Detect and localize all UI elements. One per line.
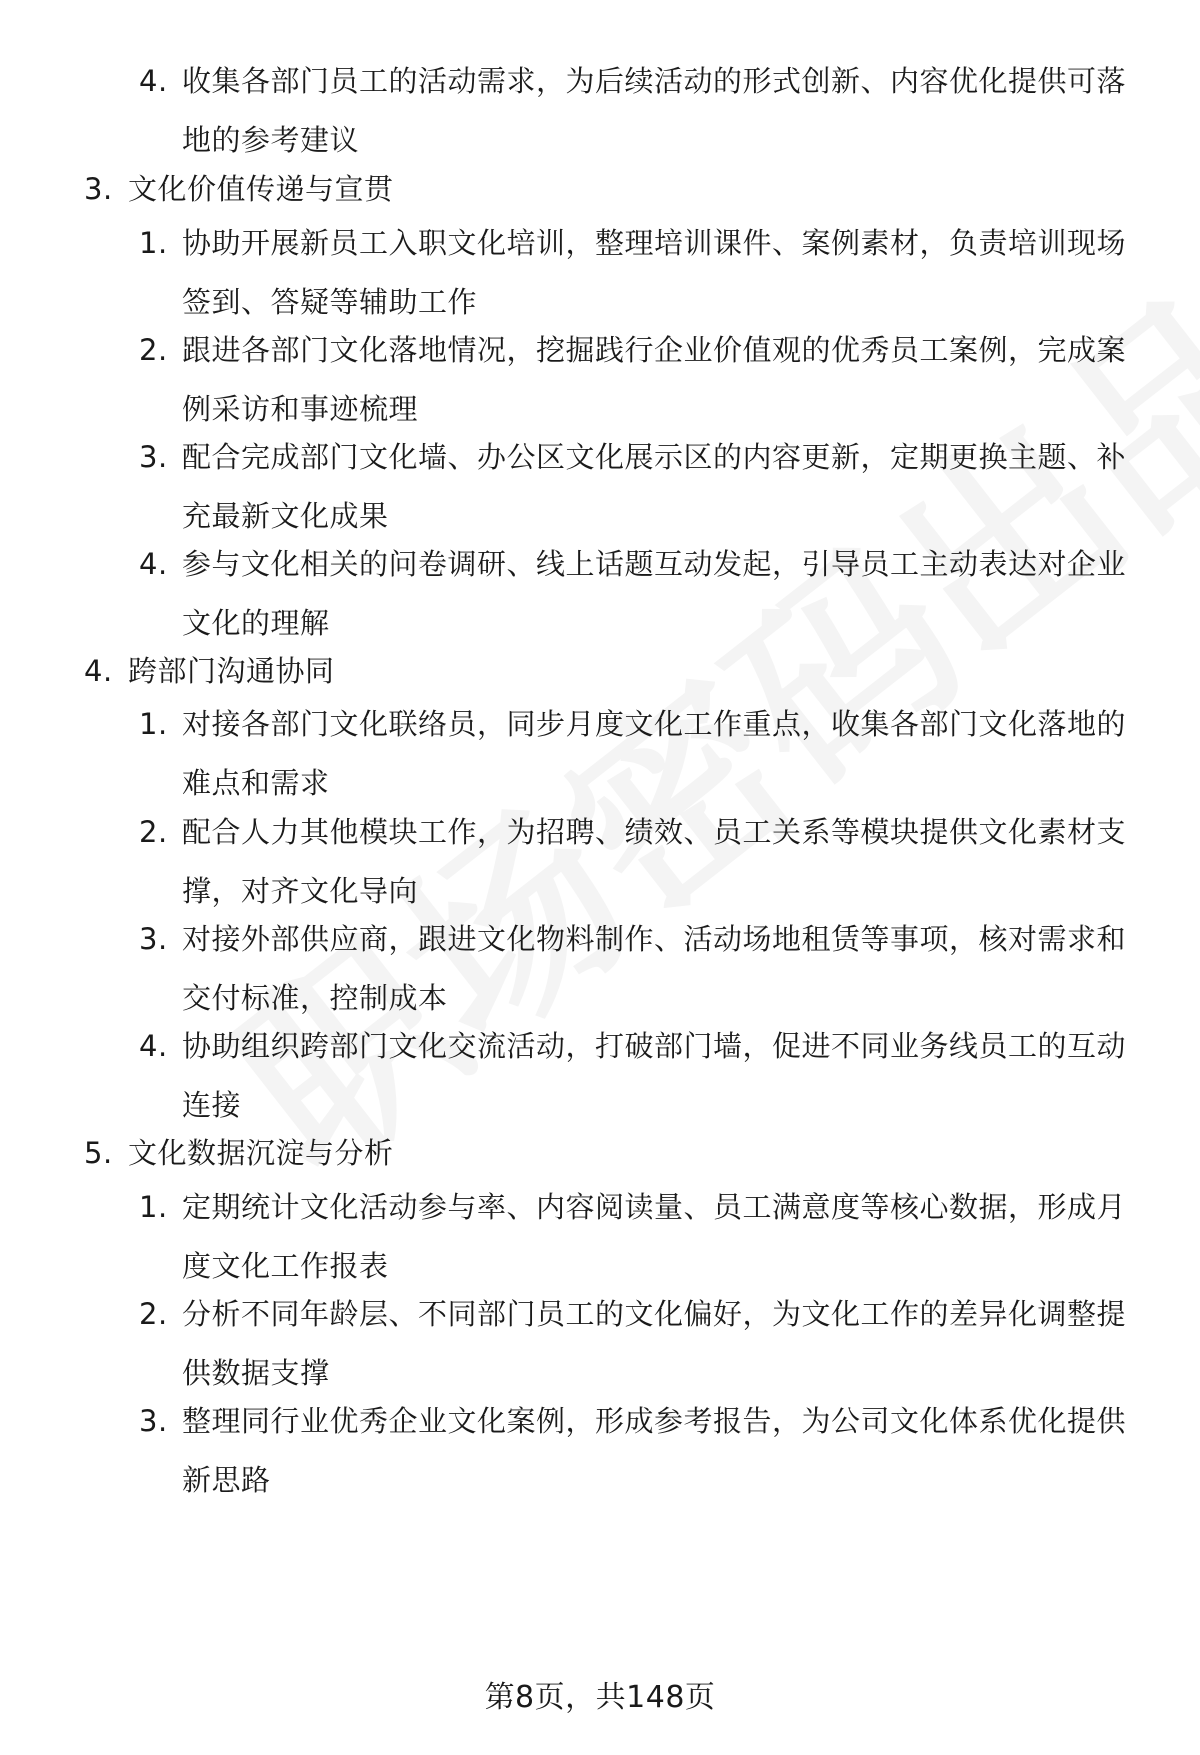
section-number: 5. [84,1136,113,1170]
list-item-text: 参与文化相关的问卷调研、线上话题互动发起，引导员工主动表达对企业文化的理解 [182,547,1127,640]
section-heading [84,1124,1124,1183]
section-number: 3. [84,172,113,206]
list-item-text: 配合完成部门文化墙、办公区文化展示区的内容更新，定期更换主题、补充最新文化成果 [182,440,1127,533]
list-item-text: 对接各部门文化联络员，同步月度文化工作重点，收集各部门文化落地的难点和需求 [182,707,1127,800]
section-title: 文化价值传递与宣贯 [128,172,394,206]
list-item-number: 2. [139,815,168,849]
list-item-number: 4. [139,547,168,581]
list-item-number: 3. [139,922,168,956]
list-item-number: 3. [139,440,168,474]
list-item [139,1392,1139,1510]
list-item [139,52,1139,170]
list-item-number: 1. [139,707,168,741]
list-item [139,803,1139,921]
list-item-number: 1. [139,1190,168,1224]
section-title: 文化数据沉淀与分析 [128,1136,394,1170]
section-title: 跨部门沟通协同 [128,654,335,688]
list-item [139,321,1139,439]
list-item [139,910,1139,1028]
list-item [139,214,1139,332]
list-item [139,428,1139,546]
page-number-footer: 第8页，共148页 [484,1680,716,1715]
list-item-text: 收集各部门员工的活动需求，为后续活动的形式创新、内容优化提供可落地的参考建议 [182,64,1127,157]
list-item-text: 协助组织跨部门文化交流活动，打破部门墙，促进不同业务线员工的互动连接 [182,1029,1127,1122]
list-item-number: 4. [139,64,168,98]
list-item-number: 2. [139,333,168,367]
list-item [139,695,1139,813]
section-heading [84,160,1124,219]
list-item-number: 2. [139,1297,168,1331]
list-item-text: 分析不同年龄层、不同部门员工的文化偏好，为文化工作的差异化调整提供数据支撑 [182,1297,1127,1390]
list-item-text: 跟进各部门文化落地情况，挖掘践行企业价值观的优秀员工案例，完成案例采访和事迹梳理 [182,333,1127,426]
list-item-number: 3. [139,1404,168,1438]
list-item-text: 对接外部供应商，跟进文化物料制作、活动场地租赁等事项，核对需求和交付标准，控制成本 [182,922,1127,1015]
list-item-number: 1. [139,226,168,260]
list-item-text: 整理同行业优秀企业文化案例，形成参考报告，为公司文化体系优化提供新思路 [182,1404,1127,1497]
list-item-number: 4. [139,1029,168,1063]
section-number: 4. [84,654,113,688]
list-item-text: 配合人力其他模块工作，为招聘、绩效、员工关系等模块提供文化素材支撑，对齐文化导向 [182,815,1127,908]
section-heading [84,642,1124,701]
list-item [139,1017,1139,1135]
list-item-text: 协助开展新员工入职文化培训，整理培训课件、案例素材，负责培训现场签到、答疑等辅助工作 [182,226,1127,319]
list-item-text: 定期统计文化活动参与率、内容阅读量、员工满意度等核心数据，形成月度文化工作报表 [182,1190,1127,1283]
list-item [139,535,1139,653]
list-item [139,1285,1139,1403]
list-item [139,1178,1139,1296]
